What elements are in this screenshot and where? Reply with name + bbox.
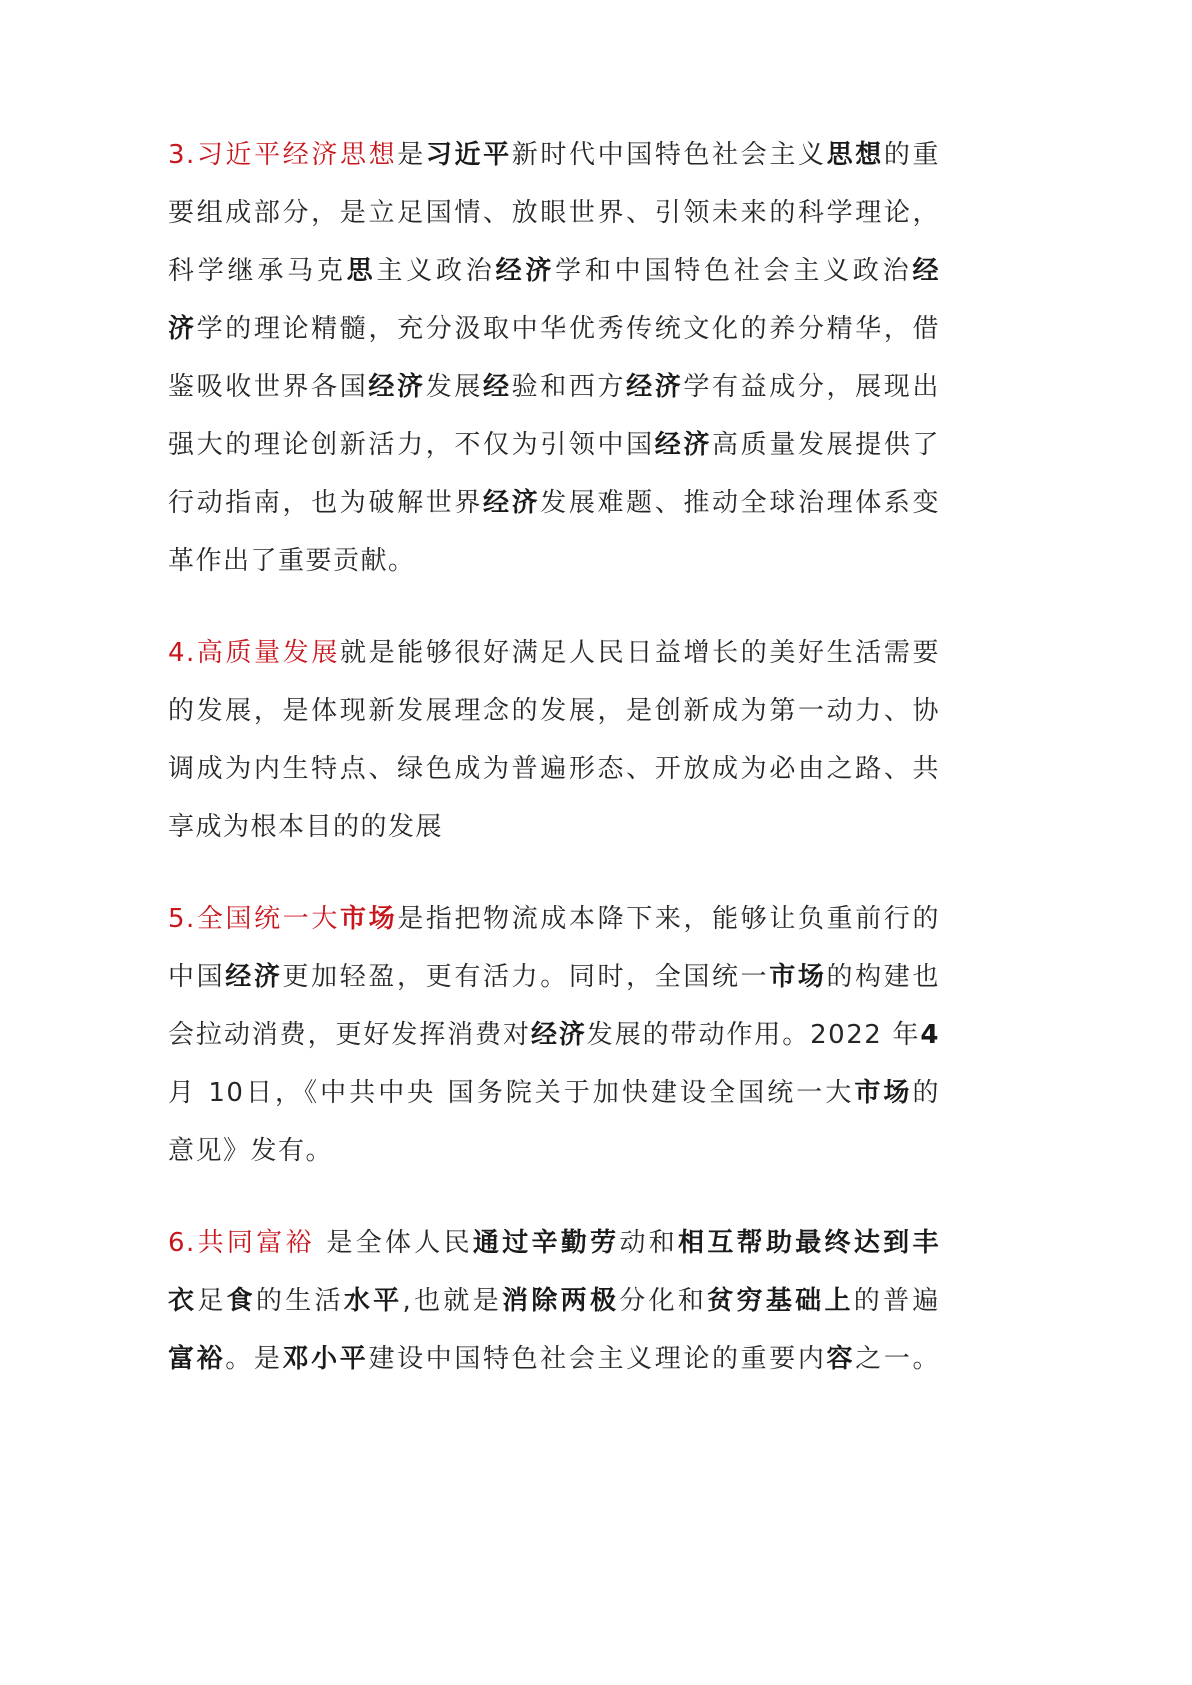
text-segment: 的重 (883, 140, 940, 170)
text-segment: 就是能够很好满足人民日益增长的美好生活需要 (340, 638, 940, 668)
paragraph (168, 890, 940, 1180)
text-segment: 高质量发展提供了 (712, 430, 940, 460)
text-segment: 新时代中国特色社会主义 (511, 140, 827, 170)
text-segment: 是指把物流成本降下来，能够让负重前行的 (397, 904, 940, 934)
bold-text: 水平 (343, 1286, 403, 1316)
text-segment: 发展 (425, 372, 483, 402)
text-segment: 发展的带动作用。2022 年 (586, 1020, 921, 1050)
text-segment: ,也就是 (402, 1286, 503, 1316)
bold-text: 经济 (482, 488, 541, 518)
text-segment: 主义政治 (376, 256, 496, 286)
text-line (168, 126, 940, 184)
bold-text: 4 (920, 1020, 940, 1050)
bold-text: 市场 (854, 1078, 913, 1108)
bold-text: 消除两极 (502, 1286, 620, 1316)
bold-text: 思 (346, 256, 377, 286)
document-body (168, 126, 940, 1422)
text-line (168, 1122, 940, 1180)
text-segment: 行动指南，也为破解世界 (168, 488, 483, 518)
bold-text: 容 (826, 1344, 856, 1374)
paragraph (168, 624, 940, 856)
text-line (168, 1214, 940, 1272)
term-highlight: 3.习近平经济思想 (168, 140, 398, 170)
text-segment: 调成为内生特点、绿色成为普遍形态、开放成为必由之路、共 (168, 754, 940, 784)
text-line (168, 242, 940, 300)
bold-text: 贫穷基础上 (707, 1286, 854, 1316)
bold-text: 经 (912, 256, 940, 286)
bold-text: 经 (482, 372, 512, 402)
text-segment: 之一。 (855, 1344, 940, 1374)
text-segment: 会拉动消费，更好发挥消费对 (168, 1020, 531, 1050)
bold-text: 通过辛勤劳 (472, 1228, 620, 1258)
text-segment: 强大的理论创新活力，不仅为引领中国 (168, 430, 655, 460)
bold-text: 济 (168, 314, 197, 344)
text-line (168, 948, 940, 1006)
bold-text: 经济 (654, 430, 713, 460)
text-segment: 科学继承马克 (168, 256, 347, 286)
text-segment: 的构建也 (826, 962, 940, 992)
text-segment: 的发展，是体现新发展理念的发展，是创新成为第一动力、协 (168, 696, 940, 726)
text-segment: 更加轻盈，更有活力。同时，全国统一 (282, 962, 770, 992)
paragraph (168, 1214, 940, 1388)
term-highlight: 4.高质量发展 (168, 638, 341, 668)
text-line (168, 474, 940, 532)
bold-text: 衣 (168, 1286, 198, 1316)
text-segment: 享成为根本目的的发展 (168, 812, 444, 842)
text-segment: 学和中国特色社会主义政治 (555, 256, 913, 286)
text-line (168, 358, 940, 416)
text-segment: 鉴吸收世界各国 (168, 372, 369, 402)
term-highlight: 市场 (340, 904, 398, 934)
text-segment: 验和西方 (511, 372, 627, 402)
bold-text: 邓小平 (282, 1344, 369, 1374)
text-line (168, 624, 940, 682)
text-segment: 是全体人民 (314, 1228, 473, 1258)
text-segment: 月 10日，《中共中央 国务院关于加快建设全国统一大 (168, 1078, 855, 1108)
text-line (168, 1064, 940, 1122)
text-segment: 中国 (168, 962, 226, 992)
bold-text: 经济 (225, 962, 283, 992)
bold-text: 习近平 (425, 140, 512, 170)
text-segment: 的 (912, 1078, 940, 1108)
text-segment: 分化和 (619, 1286, 708, 1316)
text-segment: 意见》发有。 (168, 1136, 334, 1166)
term-highlight: 5.全国统一大 (168, 904, 341, 934)
text-line (168, 682, 940, 740)
text-segment: 足 (197, 1286, 227, 1316)
text-line (168, 740, 940, 798)
term-highlight: 6.共同富裕 (168, 1228, 315, 1258)
bold-text: 思想 (826, 140, 884, 170)
text-segment: 是 (397, 140, 426, 170)
text-segment: 要组成部分，是立足国情、放眼世界、引领未来的科学理论， (168, 198, 940, 228)
text-line (168, 798, 940, 856)
text-line (168, 1272, 940, 1330)
bold-text: 经济 (530, 1020, 587, 1050)
text-line (168, 532, 940, 590)
bold-text: 相互帮助最终达到丰 (678, 1228, 940, 1258)
text-segment: 动和 (619, 1228, 679, 1258)
text-segment: 发展难题、推动全球治理体系变 (540, 488, 940, 518)
text-segment: 建设中国特色社会主义理论的重要内 (368, 1344, 827, 1374)
text-segment: 学有益成分，展现出 (683, 372, 940, 402)
bold-text: 经济 (626, 372, 684, 402)
bold-text: 市场 (769, 962, 827, 992)
bold-text: 食 (226, 1286, 256, 1316)
text-segment: 。是 (225, 1344, 283, 1374)
text-line (168, 890, 940, 948)
bold-text: 经济 (368, 372, 426, 402)
text-segment: 的普遍 (853, 1286, 940, 1316)
text-line (168, 184, 940, 242)
bold-text: 经济 (495, 256, 556, 286)
text-segment: 的生活 (255, 1286, 344, 1316)
text-segment: 革作出了重要贡献。 (168, 546, 416, 576)
paragraph (168, 126, 940, 590)
text-line (168, 416, 940, 474)
text-line (168, 1006, 940, 1064)
bold-text: 富裕 (168, 1344, 226, 1374)
text-line (168, 300, 940, 358)
text-segment: 学的理论精髓，充分汲取中华优秀传统文化的养分精华，借 (196, 314, 940, 344)
text-line (168, 1330, 940, 1388)
